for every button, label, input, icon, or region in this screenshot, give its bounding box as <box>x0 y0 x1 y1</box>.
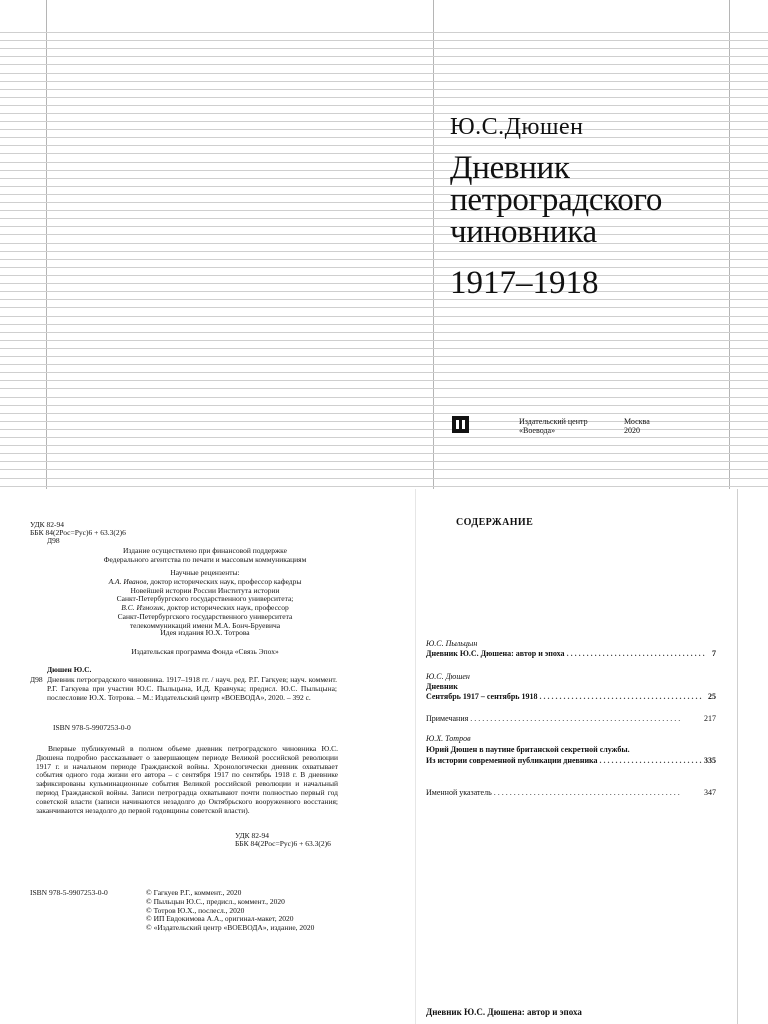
grid-line-horizontal <box>0 137 768 138</box>
grid-line-horizontal <box>0 332 768 333</box>
copyright-line: © Тотров Ю.Х., послесл., 2020 <box>146 905 245 915</box>
grid-line-horizontal <box>0 486 768 487</box>
page-edge-line <box>737 489 738 1024</box>
catalog-description: Дневник петроградского чиновника. 1917–1918 гг. / науч. ред. Р.Г. Гагкуев; науч. коммент. Р.Г. Гагкуева при участии Ю.С. Пыльцына, И.Д. Кравчука; предисл. Ю.С. Пыльцына; послесловие Ю.Х. Тотрова. – М.: Издательский центр «ВОЕВОДА», 2020. – 392 с. <box>47 675 337 702</box>
grid-line-horizontal <box>0 259 768 260</box>
toc-leader-dots: . . . . . . . . . . . . . . . . . . . . . . . . . . . . . . . . . . . . . . . . . . . . . . . . . . . . . <box>468 714 681 723</box>
grid-line-horizontal <box>0 40 768 41</box>
toc-entry-title: Сентябрь 1917 – сентябрь 1918 <box>426 692 538 701</box>
funding-note-line: Издание осуществлено при финансовой поддержке <box>123 546 287 555</box>
grid-line-horizontal <box>0 267 768 268</box>
toc-page-number: 335 <box>704 756 716 765</box>
grid-line-horizontal <box>0 348 768 349</box>
reviewer-details: Санкт-Петербургского государственного университета; <box>116 594 294 604</box>
grid-line-horizontal <box>0 97 768 98</box>
publisher-name <box>519 417 588 435</box>
grid-line-horizontal <box>0 421 768 422</box>
toc-page-number: 217 <box>704 714 716 723</box>
publisher-logo-icon <box>452 416 469 433</box>
book-title <box>450 152 662 248</box>
reviewers-block <box>60 569 350 631</box>
grid-line-horizontal <box>0 364 768 365</box>
copyright-line: © Пыльцын Ю.С., предисл., коммент., 2020 <box>146 896 285 906</box>
reviewer-details: доктор исторических наук, профессор кафедры <box>148 576 302 586</box>
toc-leader-dots: . . . . . . . . . . . . . . . . . . . . . . . . . . . . . . . . . . . <box>564 649 705 658</box>
publisher-name-line: «Воевода» <box>519 426 556 435</box>
grid-line-horizontal <box>0 324 768 325</box>
book-title-line: петроградского <box>450 182 663 218</box>
isbn-inline: ISBN 978-5-9907253-0-0 <box>53 723 131 732</box>
running-head: Дневник Ю.С. Дюшена: автор и эпоха <box>426 1007 582 1017</box>
grid-line-horizontal <box>0 413 768 414</box>
grid-line-horizontal <box>0 283 768 284</box>
toc-entry[interactable] <box>426 714 716 724</box>
grid-line-horizontal <box>0 251 768 252</box>
grid-line-horizontal <box>0 56 768 57</box>
grid-line-horizontal <box>0 356 768 357</box>
grid-line-horizontal <box>0 478 768 479</box>
grid-line-horizontal <box>0 275 768 276</box>
toc-page-number: 25 <box>708 692 716 701</box>
grid-line-horizontal <box>0 340 768 341</box>
toc-entry-title: Дневник Ю.С. Дюшена: автор и эпоха <box>426 649 565 658</box>
toc-leader-dots: . . . . . . . . . . . . . . . . . . . . . . . . . . <box>597 756 702 765</box>
toc-page-number: 347 <box>704 788 716 797</box>
edition-idea: Идея издания Ю.Х. Тотрова <box>160 628 250 637</box>
toc-entry[interactable] <box>426 788 716 798</box>
toc-entry-title: Примечания <box>426 714 469 723</box>
reviewer-name: В.С. Измозик, <box>121 603 166 613</box>
grid-line-horizontal <box>0 145 768 146</box>
grid-line-horizontal <box>0 299 768 300</box>
toc-entry-author: Ю.С. Дюшен <box>426 672 470 681</box>
grid-line-horizontal <box>0 397 768 398</box>
toc-entry[interactable] <box>426 649 716 659</box>
grid-line-horizontal <box>0 445 768 446</box>
copyright-line: © ИП Евдокимова А.А., оригинал-макет, 2020 <box>146 914 294 924</box>
bbk-code: ББК 84(2Рос=Рус)6 + 63.3(2)6 <box>30 528 126 537</box>
funding-note-line: Федерального агентства по печати и массовым коммуникациям <box>103 554 307 564</box>
author-mark: Д98 <box>47 536 60 545</box>
grid-line-horizontal <box>0 405 768 406</box>
publisher-name-line: Издательский центр <box>519 417 588 426</box>
grid-line-horizontal <box>0 388 768 389</box>
grid-line-horizontal <box>0 316 768 317</box>
grid-line-horizontal <box>0 89 768 90</box>
toc-entry[interactable] <box>426 756 716 766</box>
publication-city: Москва <box>624 417 650 426</box>
grid-line-horizontal <box>0 372 768 373</box>
toc-entry-author: Ю.Х. Тотров <box>426 734 471 743</box>
toc-entry-title-line: Юрий Дюшен в паутине британской секретной службы. <box>426 745 630 754</box>
reviewer-name: А.А. Иванов, <box>108 576 149 586</box>
toc-leader-dots: . . . . . . . . . . . . . . . . . . . . . . . . . . . . . . . . . . . . . . . . . <box>537 692 702 701</box>
funding-note <box>60 547 350 565</box>
copyright-line: © «Издательский центр «ВОЕВОДА», издание, 2020 <box>146 923 315 933</box>
catalog-author: Дюшен Ю.С. <box>47 665 92 674</box>
book-title-line: чиновника <box>450 214 597 250</box>
book-annotation: Впервые публикуемый в полном объеме дневник петроградского чиновника Ю.С. Дюшена подробно рассказывает о завершающем периоде Великой российской революции 1917 г. и начальном периоде Гражданской войны. Хронологически дневник охватывает события одного года жизни его автора – с сентября 1917 по сентябрь 1918 г. В дневнике зафиксированы кульминационные события Великой российской революции и начальный период Гражданской войны. Записи петроградца охватывают почти полностью первый год советской власти (записи начинаются незадолго до Октябрьского вооруженного восстания; заканчиваются незадолго до первой годовщины советской власти). <box>36 744 338 815</box>
imprint-page <box>0 489 415 1024</box>
reviewer-details: Санкт-Петербургского государственного университета <box>117 611 293 621</box>
udk-code-repeat: УДК 82-94 <box>235 831 270 840</box>
grid-line-horizontal <box>0 437 768 438</box>
grid-line-horizontal <box>0 429 768 430</box>
book-title-line: Дневник <box>450 150 570 186</box>
copyright-line: © Гагкуев Р.Г., коммент., 2020 <box>146 888 242 897</box>
toc-entry-title: Именной указатель <box>426 788 492 797</box>
book-years: 1917–1918 <box>450 265 599 301</box>
contents-heading: СОДЕРЖАНИЕ <box>456 517 534 528</box>
grid-line-horizontal <box>0 113 768 114</box>
grid-line-horizontal <box>0 73 768 74</box>
grid-line-horizontal <box>0 380 768 381</box>
toc-entry-author: Ю.С. Пыльцын <box>426 639 478 648</box>
grid-line-horizontal <box>0 307 768 308</box>
toc-entry-title: Из истории современной публикации дневника <box>426 756 598 765</box>
grid-line-horizontal <box>0 453 768 454</box>
copyright-block <box>146 889 314 933</box>
reviewer-details: Новейшей истории России Института истории <box>130 585 280 595</box>
reviewers-heading: Научные рецензенты: <box>170 568 240 577</box>
grid-line-horizontal <box>0 121 768 122</box>
reviewer-details: доктор исторических наук, профессор <box>165 603 289 613</box>
grid-line-horizontal <box>0 129 768 130</box>
bbk-code-repeat: ББК 84(2Рос=Рус)6 + 63.3(2)6 <box>235 839 331 848</box>
grid-line-horizontal <box>0 32 768 33</box>
udk-code: УДК 82-94 <box>30 520 65 529</box>
toc-leader-dots: . . . . . . . . . . . . . . . . . . . . . . . . . . . . . . . . . . . . . . . . . . . . . . . <box>491 788 680 797</box>
title-page-spread <box>0 0 768 489</box>
grid-line-horizontal <box>0 81 768 82</box>
book-author: Ю.С.Дюшен <box>450 114 584 140</box>
toc-entry-title-line: Дневник <box>426 682 458 691</box>
contents-page <box>415 489 768 1024</box>
publication-place <box>624 417 650 435</box>
publication-year: 2020 <box>624 426 640 435</box>
catalog-code: Д98 <box>30 675 43 684</box>
reviewer-details: телекоммуникаций имени М.А. Бонч-Бруевича <box>129 620 281 630</box>
toc-entry[interactable] <box>426 692 716 702</box>
grid-line-horizontal <box>0 461 768 462</box>
publishing-program: Издательская программа Фонда «Связь Эпох» <box>131 647 279 656</box>
toc-page-number: 7 <box>712 649 716 658</box>
grid-line-horizontal <box>0 105 768 106</box>
grid-line-horizontal <box>0 291 768 292</box>
grid-line-horizontal <box>0 48 768 49</box>
grid-line-horizontal <box>0 64 768 65</box>
isbn-bottom: ISBN 978-5-9907253-0-0 <box>30 888 108 897</box>
grid-line-horizontal <box>0 469 768 470</box>
